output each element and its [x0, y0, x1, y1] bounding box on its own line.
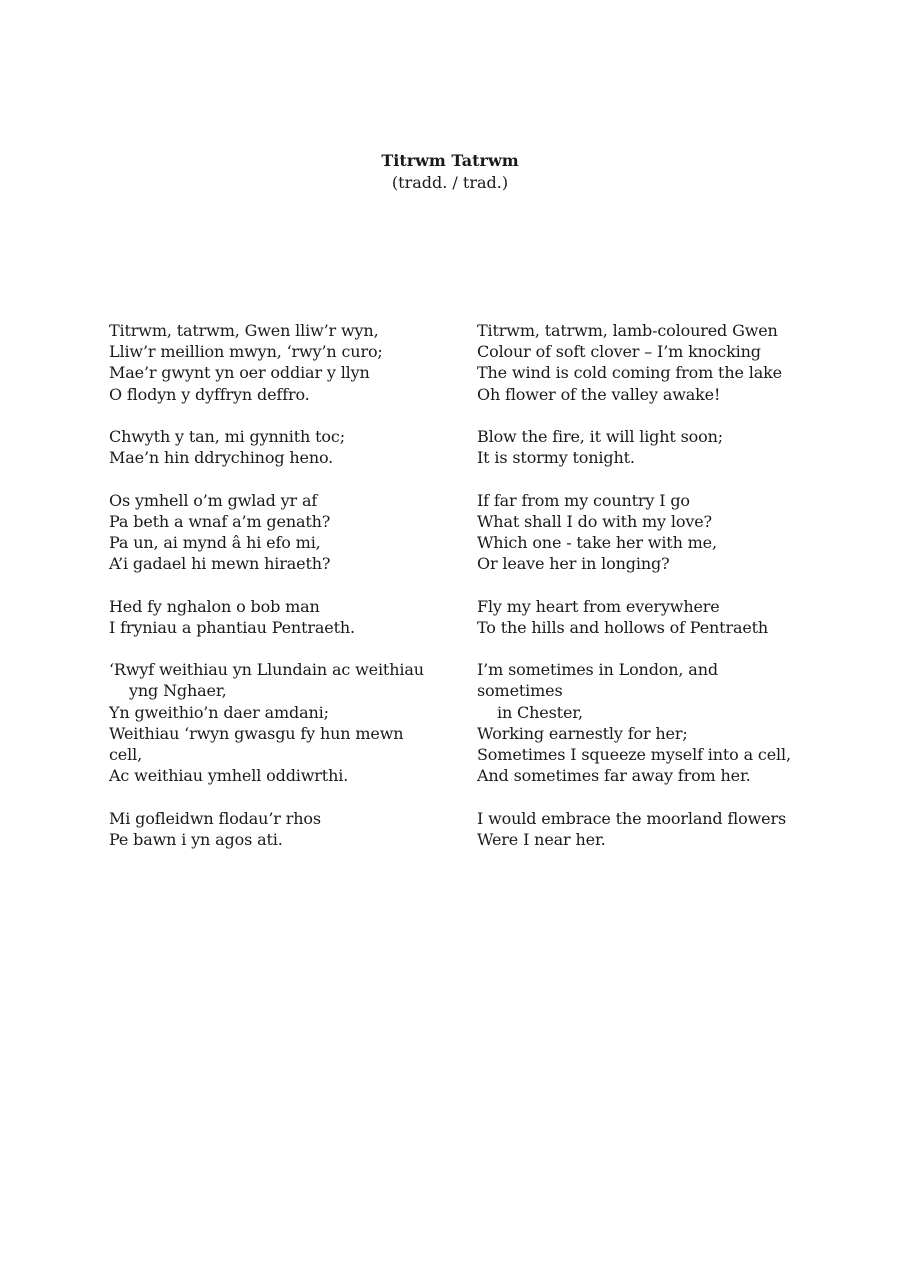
english-column [477, 320, 797, 871]
english-line: Which one - take her with me, [477, 533, 717, 552]
poem-subtitle: (tradd. / trad.) [391, 173, 509, 192]
english-line: sometimes [477, 681, 563, 701]
welsh-line: Titrwm, tatrwm, Gwen lliw’r wyn, [109, 321, 379, 340]
english-line: Or leave her in longing? [477, 554, 670, 574]
welsh-stanza [109, 320, 439, 405]
welsh-stanza [109, 596, 439, 638]
welsh-column [109, 320, 439, 871]
english-line: Sometimes I squeeze myself into a cell, [477, 745, 791, 764]
welsh-line: Ac weithiau ymhell oddiwrthi. [109, 766, 349, 786]
welsh-line: Mae’n hin ddrychinog heno. [109, 448, 334, 468]
welsh-line: O flodyn y dyffryn deffro. [109, 384, 310, 404]
welsh-line: cell, [109, 745, 143, 764]
english-line: Titrwm, tatrwm, lamb-coloured Gwen [477, 321, 778, 340]
welsh-line: Mae’r gwynt yn oer oddiar y llyn [109, 363, 370, 383]
welsh-line: ‘Rwyf weithiau yn Llundain ac weithiau [109, 660, 424, 680]
welsh-line: I fryniau a phantiau Pentraeth. [109, 617, 355, 637]
welsh-line: Mi gofleidwn flodau’r rhos [109, 808, 321, 828]
welsh-line: Yn gweithio’n daer amdani; [109, 702, 329, 722]
english-line: Blow the fire, it will light soon; [477, 427, 724, 446]
english-line: If far from my country I go [477, 490, 690, 510]
welsh-line: Weithiau ‘rwyn gwasgu fy hun mewn [109, 723, 404, 743]
english-line: Oh flower of the valley awake! [477, 384, 721, 404]
welsh-line: Pe bawn i yn agos ati. [109, 829, 283, 849]
english-line: What shall I do with my love? [477, 511, 712, 531]
welsh-line: Os ymhell o’m gwlad yr af [109, 490, 318, 510]
english-stanza [477, 659, 797, 786]
welsh-line: Lliw’r meillion mwyn, ‘rwy’n curo; [109, 342, 383, 362]
english-line: Colour of soft clover – I’m knocking [477, 342, 761, 362]
english-stanza [477, 808, 797, 850]
english-line: To the hills and hollows of Pentraeth [477, 617, 769, 637]
english-line: And sometimes far away from her. [477, 766, 751, 786]
welsh-line: yng Nghaer, [129, 681, 227, 701]
poem-title: Titrwm Tatrwm [381, 151, 519, 170]
english-line: in Chester, [497, 702, 583, 722]
welsh-stanza [109, 426, 439, 468]
english-line: It is stormy tonight. [477, 448, 635, 468]
english-line: Fly my heart from everywhere [477, 596, 720, 616]
english-stanza [477, 596, 797, 638]
welsh-line: Hed fy nghalon o bob man [109, 596, 320, 616]
english-stanza [477, 490, 797, 575]
poem-header [0, 150, 900, 194]
welsh-line: Chwyth y tan, mi gynnith toc; [109, 427, 345, 446]
english-line: The wind is cold coming from the lake [477, 363, 782, 383]
english-line: Were I near her. [477, 829, 606, 849]
english-line: I’m sometimes in London, and [477, 660, 718, 680]
welsh-line: Pa un, ai mynd â hi efo mi, [109, 533, 321, 552]
english-line: Working earnestly for her; [477, 723, 688, 743]
welsh-line: Pa beth a wnaf a’m genath? [109, 511, 331, 531]
welsh-stanza [109, 490, 439, 575]
english-stanza [477, 320, 797, 405]
welsh-stanza [109, 659, 439, 786]
welsh-line: A’i gadael hi mewn hiraeth? [109, 554, 331, 574]
english-stanza [477, 426, 797, 468]
welsh-stanza [109, 808, 439, 850]
english-line: I would embrace the moorland flowers [477, 808, 787, 828]
